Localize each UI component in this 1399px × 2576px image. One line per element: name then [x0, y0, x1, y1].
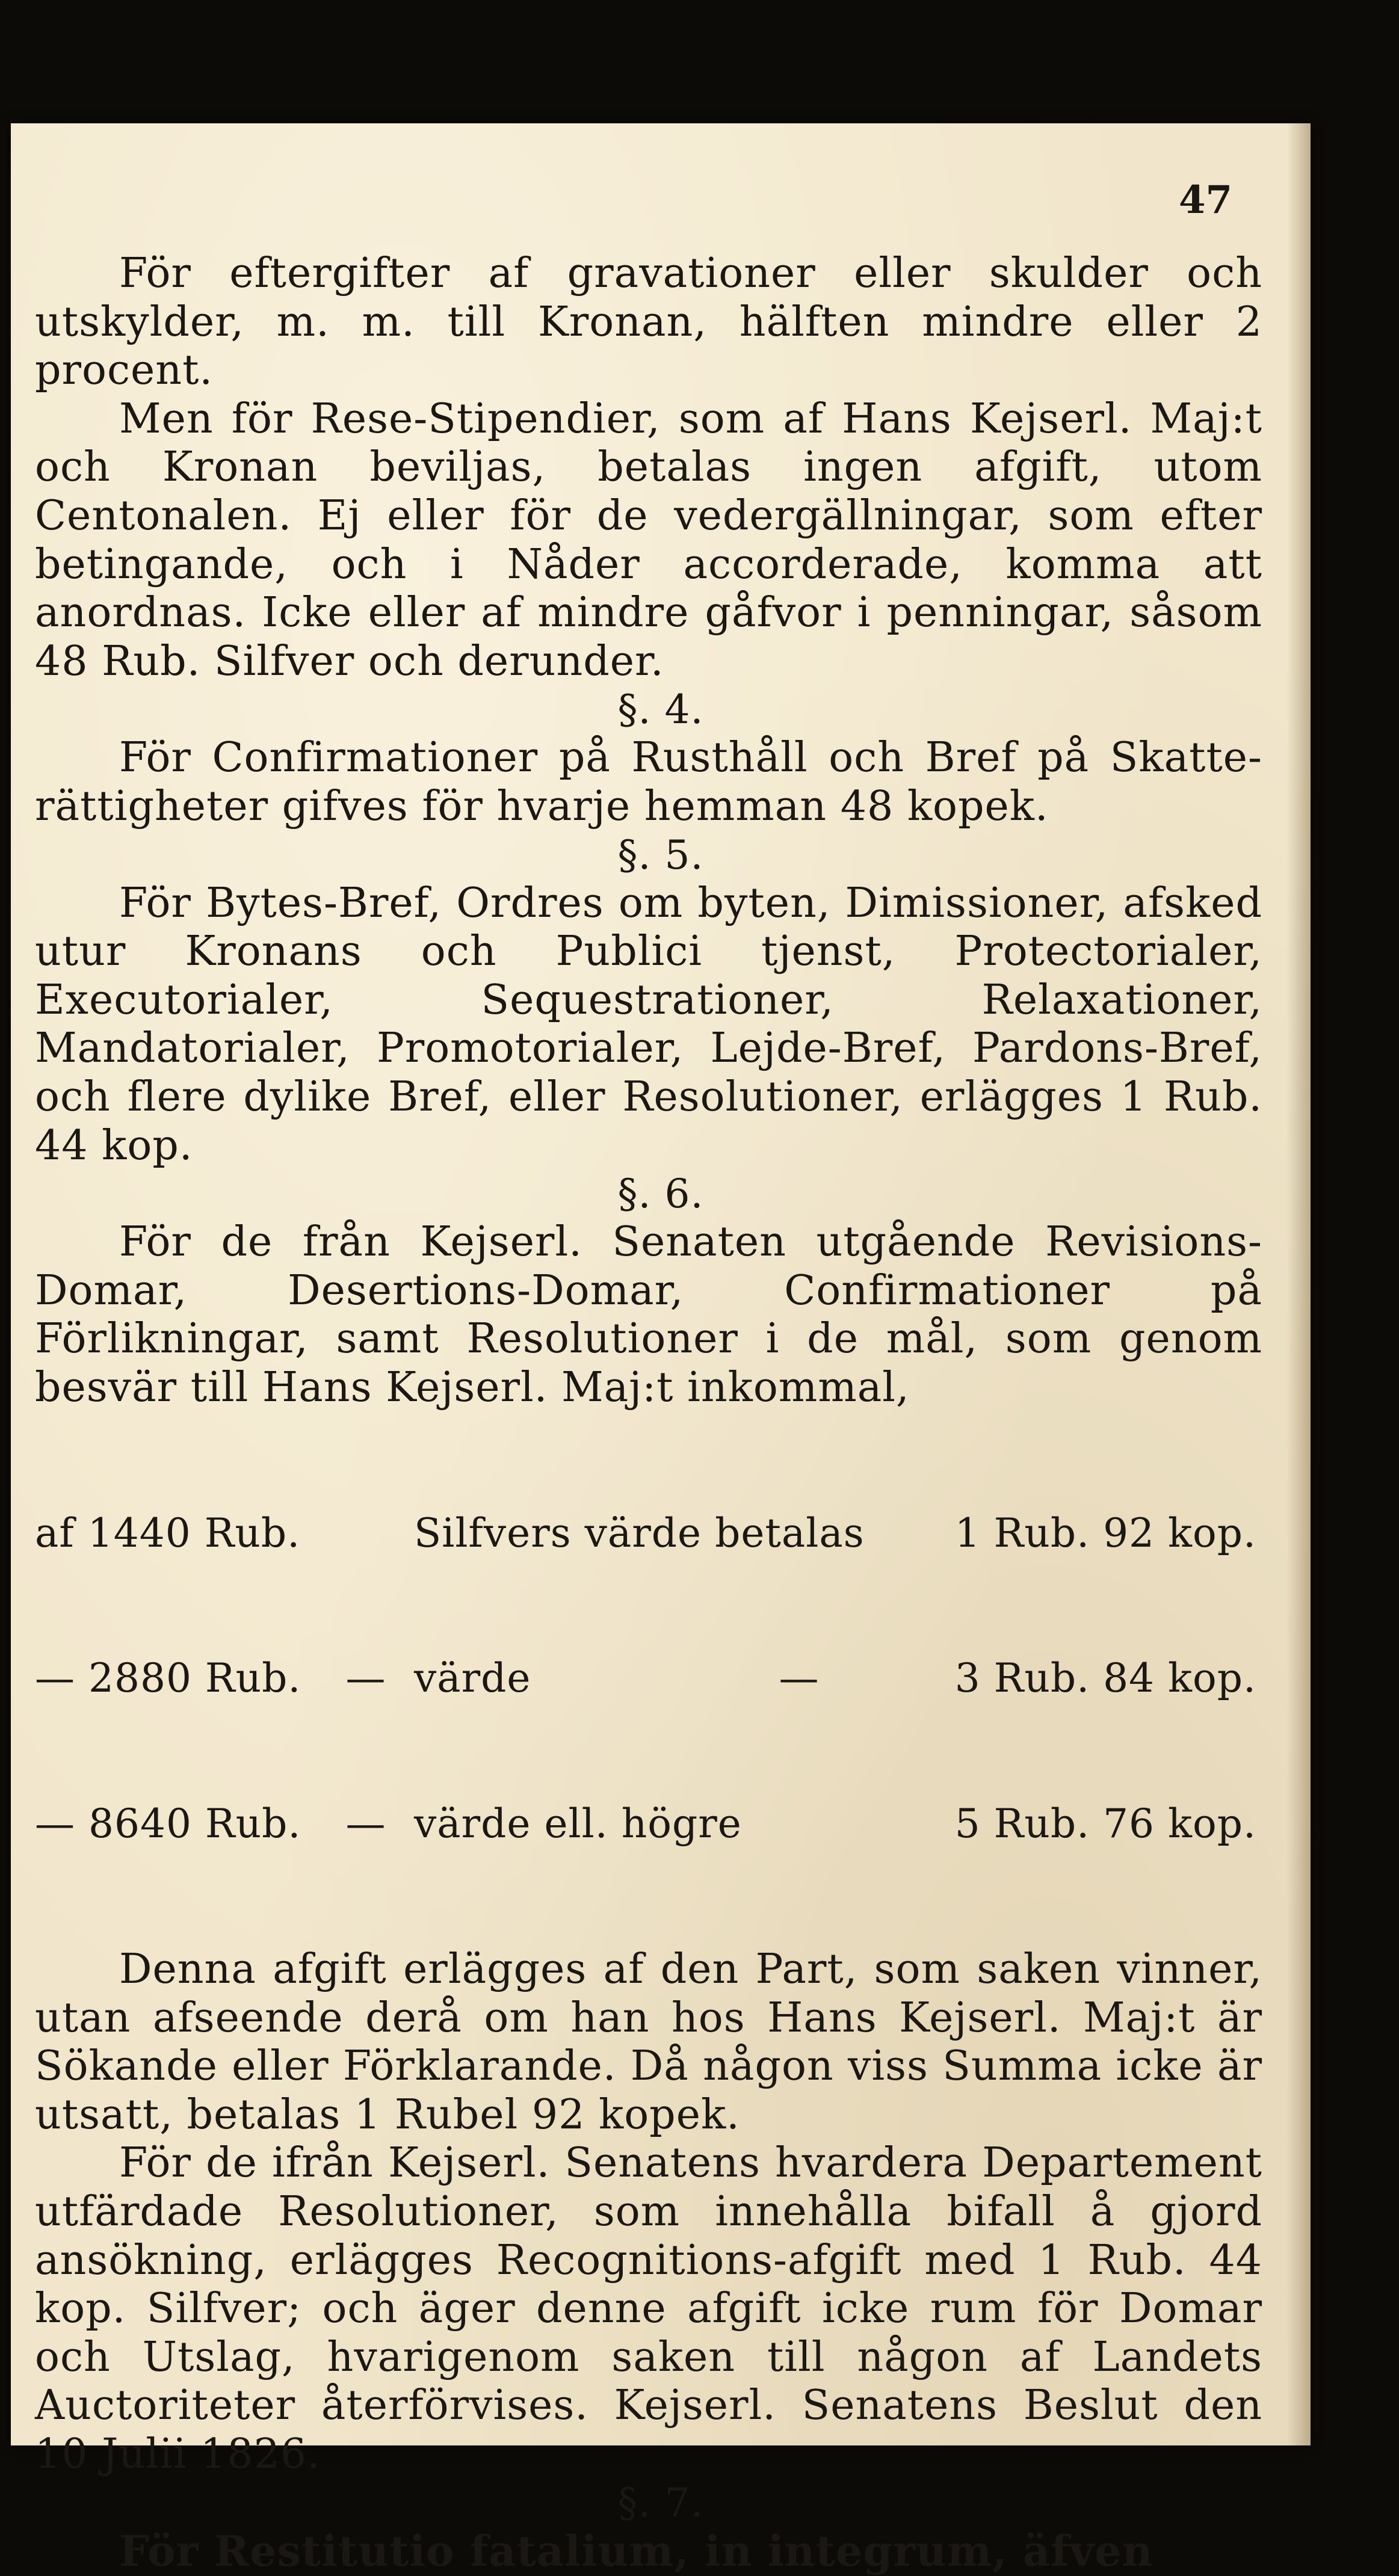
paragraph-senatens-departement: För de ifrån Kejserl. Senatens hvardera Departement utfärdade Resolutioner, som innehålla bifall å gjord ansökning, erlägges Recognitions-afgift med 1 Rub. 44 kop. Silfver; och äger denne afgift icke rum för Domar och Utslag, hvarigenom saken till någon af Landets Auctoriteter återförvises. Kejserl. Senatens Beslut den 10 Julii 1826. [35, 2139, 1262, 2478]
fee-description: värde ell. högre [414, 1801, 742, 1847]
paragraph-confirmationer: För Confirmationer på Rusthåll och Bref på Skatte-rättigheter gifves för hvarje hemman 48 kopek. [35, 734, 1262, 830]
section-heading-5: §. 5. [617, 831, 704, 878]
fee-amount: — 2880 Rub. [35, 1655, 301, 1702]
fee-row [35, 1509, 1262, 1558]
section-heading-4: §. 4. [617, 686, 704, 733]
paragraph-restitutio: För Restitutio fatalium, in integrum, äfven [119, 2525, 1153, 2576]
fee-row [35, 1800, 1262, 1849]
fee-dash: — [345, 1801, 386, 1847]
paragraph-rese-stipendier: Men för Rese-Stipendier, som af Hans Kejserl. Maj:t och Kronan beviljas, betalas ingen afgift, utom Centonalen. Ej eller för de vedergällningar, som efter betingande, och i Nåder accorderade, komma att anordnas. Icke eller af mindre gåfvor i penningar, såsom 48 Rub. Silfver och derunder. [35, 395, 1262, 685]
fee-dash [763, 1800, 835, 1849]
page-text [35, 250, 1262, 2575]
fee-dash: — [779, 1655, 820, 1702]
section-heading-7: §. 7. [617, 2479, 704, 2526]
fee-description: värde [414, 1655, 531, 1702]
paragraph-denna-afgift: Denna afgift erlägges af den Part, som saken vinner, utan afseende derå om han hos Hans Kejserl. Maj:t är Sökande eller Förklarande. Då någon viss Summa icke är utsatt, betalas 1 Rubel 92 kopek. [35, 1946, 1262, 2139]
fee-amount: — 8640 Rub. [35, 1801, 301, 1847]
fee-table [35, 1412, 1262, 1946]
fee-price: 1 Rub. 92 kop. [954, 1509, 1256, 1556]
paragraph-revisions-domar: För de från Kejserl. Senaten utgående Revisions-Domar, Desertions-Domar, Confirmationer på Förlikningar, samt Resolutioner i de mål, som genom besvär till Hans Kejserl. Maj:t inkommal, [35, 1218, 1262, 1411]
book-page [11, 123, 1311, 2576]
paragraph-eftergifter: För eftergifter af gravationer eller skulder och utskylder, m. m. till Kronan, hälften mindre eller 2 procent. [35, 250, 1262, 395]
paragraph-bytes-bref: För Bytes-Bref, Ordres om byten, Dimissioner, afsked utur Kronans och Publici tjenst, Protectorialer, Executorialer, Sequestrationer, Relaxationer, Mandatorialer, Promotorialer, Lejde-Bref, Pardons-Bref, och flere dylike Bref, eller Resolutioner, erlägges 1 Rub. 44 kop. [35, 879, 1262, 1169]
fee-price: 5 Rub. 76 kop. [954, 1801, 1256, 1847]
fee-price: 3 Rub. 84 kop. [954, 1655, 1256, 1702]
section-heading-6: §. 6. [617, 1171, 704, 1218]
fee-dash: — [345, 1655, 386, 1702]
fee-amount: af 1440 Rub. [35, 1509, 301, 1556]
fee-row [35, 1654, 1262, 1703]
fee-description: Silfvers värde betalas [414, 1509, 865, 1556]
page-edge-shadow [1286, 123, 1311, 2445]
page-number: 47 [1178, 177, 1232, 223]
fee-dash [318, 1509, 414, 1558]
fee-dash [763, 1509, 835, 1558]
